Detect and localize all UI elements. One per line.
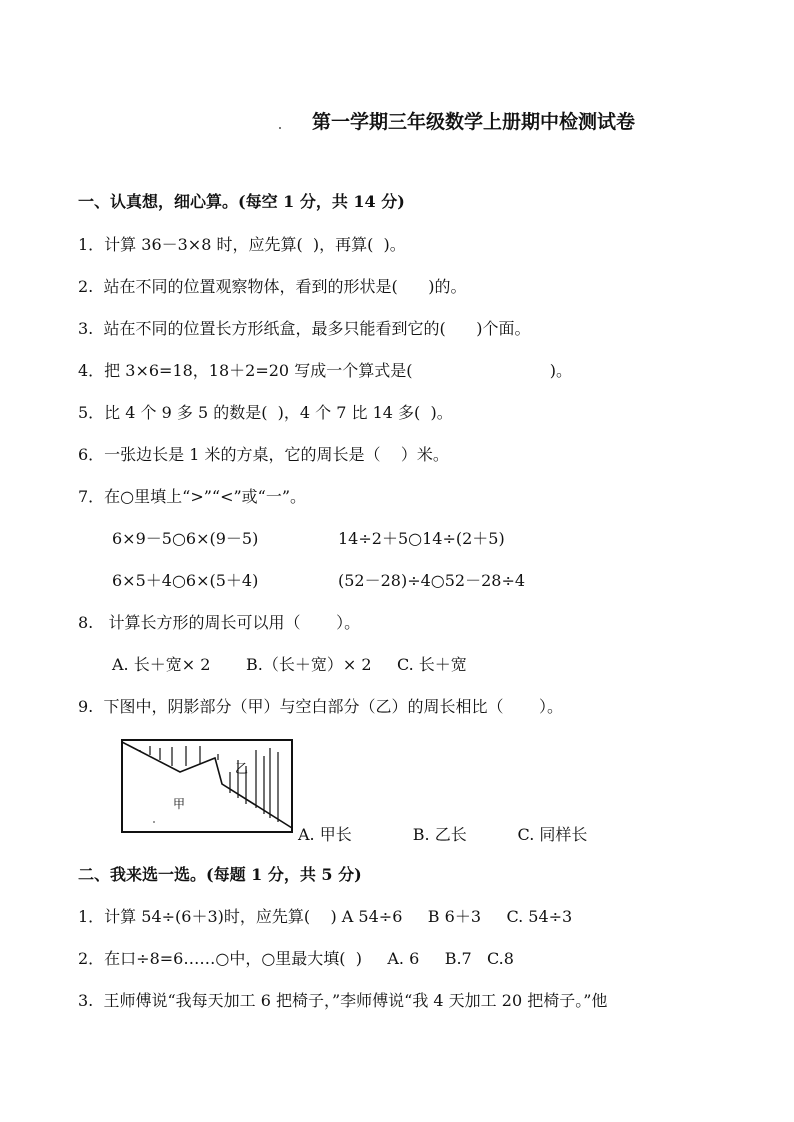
question-2: 2. 站在不同的位置观察物体，看到的形状是( )的。 [78, 277, 467, 296]
q9-options: A. 甲长 B. 乙长 C. 同样长 [298, 825, 588, 844]
figure-label-jia: 甲 [173, 797, 186, 811]
q8-options: A. 长＋宽× 2 B.（长＋宽）× 2 C. 长＋宽 [112, 655, 467, 674]
section-1-heading: 一、认真想，细心算。(每空 1 分，共 14 分) [78, 192, 405, 211]
question-6: 6．一张边长是 1 米的方桌，它的周长是（ ）米。 [78, 445, 449, 464]
question-4: 4．把 3×6=18，18＋2=20 写成一个算式是( )。 [78, 361, 572, 380]
question-5: 5．比 4 个 9 多 5 的数是( )，4 个 7 比 14 多( )。 [78, 403, 453, 422]
question-8: 8. 计算长方形的周长可以用（ ）。 [78, 613, 361, 632]
figure-label-yi: 乙 [235, 762, 249, 777]
q9-figure [120, 738, 296, 836]
figure-dot [153, 821, 155, 823]
question-1: 1．计算 36－3×8 时，应先算( )，再算( )。 [78, 235, 406, 254]
figure-outline [122, 740, 292, 832]
scan-dot [279, 127, 281, 129]
q7-item-d: (52－28)÷4○52－28÷4 [338, 571, 526, 590]
section-2-question-2: 2．在口÷8=6……○中，○里最大填( ) A. 6 B.7 C.8 [78, 949, 514, 968]
question-7: 7．在○里填上“>”“<”或“一”。 [78, 487, 307, 506]
section-2-question-3: 3. 王师傅说“我每天加工 6 把椅子，”李师傅说“我 4 天加工 20 把椅子。”他 [78, 991, 608, 1010]
question-3: 3. 站在不同的位置长方形纸盒，最多只能看到它的( )个面。 [78, 319, 531, 338]
q7-item-b: 14÷2＋5○14÷(2＋5) [338, 529, 505, 548]
section-2-heading: 二、我来选一选。(每题 1 分，共 5 分) [78, 865, 362, 884]
q7-item-c: 6×5＋4○6×(5＋4) [112, 571, 259, 590]
page-title: 第一学期三年级数学上册期中检测试卷 [312, 111, 636, 133]
section-2-question-1: 1．计算 54÷(6＋3)时，应先算( ) A 54÷6 B 6＋3 C. 54÷3 [78, 907, 573, 926]
q7-item-a: 6×9－5○6×(9－5) [112, 529, 259, 548]
question-9: 9. 下图中，阴影部分（甲）与空白部分（乙）的周长相比（ ）。 [78, 697, 564, 716]
